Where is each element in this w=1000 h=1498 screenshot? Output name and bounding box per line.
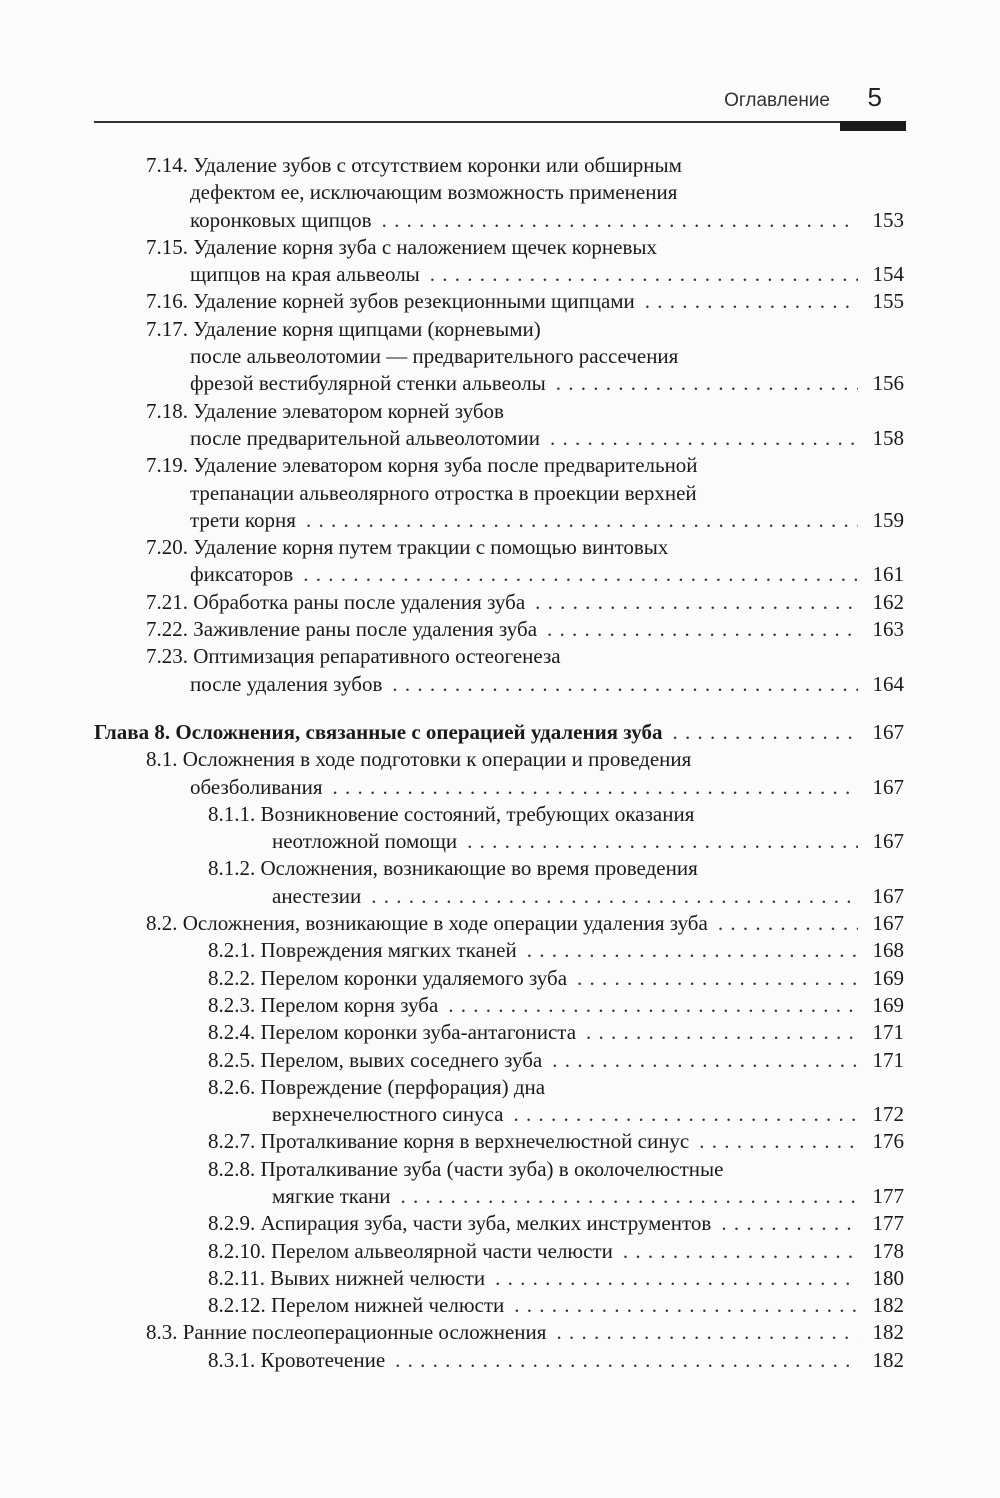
dot-leader: [495, 1265, 858, 1292]
entry-number: 8.2.5.: [208, 1047, 256, 1072]
entry-title: Удаление элеватором корней зубов: [193, 398, 504, 423]
entry-title: Удаление корня путем тракции с помощью винтовых: [193, 535, 669, 560]
toc-line: [94, 507, 904, 534]
dot-leader: [513, 1101, 858, 1128]
entry-title: щипцов на края альвеолы: [190, 262, 420, 287]
entry-text: [190, 370, 546, 397]
entry-page-number: 164: [872, 671, 904, 696]
entry-text: [146, 616, 537, 643]
toc-line: [94, 801, 904, 828]
toc-line: [94, 534, 904, 561]
subsection-entry: [94, 965, 904, 992]
toc-line: [94, 1319, 904, 1346]
entry-page-number: 167: [872, 911, 904, 936]
toc-line: [94, 1238, 904, 1265]
entry-number: 8.2.9.: [208, 1211, 256, 1236]
toc-line: [94, 965, 904, 992]
toc-line: [94, 207, 904, 234]
chapter-entry: [94, 719, 904, 746]
toc-line: [94, 937, 904, 964]
entry-page-number: 162: [872, 589, 904, 614]
entry-title: неотложной помощи: [272, 829, 458, 854]
entry-text: [146, 747, 691, 771]
dot-leader: [467, 828, 858, 855]
toc-line: [94, 1265, 904, 1292]
entry-title: Перелом корня зуба: [260, 992, 439, 1017]
entry-number: 8.2.11.: [208, 1265, 265, 1290]
dot-leader: [645, 288, 858, 315]
dot-leader: [586, 1019, 858, 1046]
entry-title: трети корня: [190, 507, 296, 532]
entry-title: коронковых щипцов: [190, 207, 372, 232]
entry-text: [208, 856, 698, 880]
toc-line: [94, 425, 904, 452]
entry-page-number: 177: [872, 1211, 904, 1236]
dot-leader: [550, 425, 858, 452]
entry-text: [190, 261, 420, 288]
entry-text: [208, 1128, 689, 1155]
dot-leader: [673, 719, 858, 746]
entry-page-number: 159: [872, 507, 904, 532]
entry-number: 8.1.2.: [208, 856, 256, 881]
toc-line: [94, 561, 904, 588]
entry-title: Кровотечение: [260, 1347, 386, 1372]
entry-title: Заживление раны после удаления зуба: [193, 617, 538, 642]
entry-title: Осложнения, связанные с операцией удаления зуба: [175, 719, 663, 744]
dot-leader: [430, 261, 858, 288]
entry-title: Перелом коронки удаляемого зуба: [260, 965, 568, 990]
entry-page-number: 182: [872, 1293, 904, 1318]
entry-title: Ранние послеоперационные осложнения: [182, 1320, 547, 1345]
toc-line: [94, 1347, 904, 1374]
entry-page-number: 161: [872, 562, 904, 587]
entry-text: [146, 153, 682, 177]
entry-text: [208, 992, 438, 1019]
entry-page-number: 167: [872, 883, 904, 908]
toc-line: [94, 261, 904, 288]
entry-number: 7.22.: [146, 617, 188, 642]
subsection-entry: [94, 1074, 904, 1129]
entry-text: [146, 453, 698, 477]
toc-line: [94, 1019, 904, 1046]
entry-text: [208, 1157, 723, 1181]
section-entry: [94, 452, 904, 534]
entry-number: 8.2.10.: [208, 1238, 266, 1263]
entry-text: [190, 507, 296, 534]
entry-title: Удаление корня щипцами (корневыми): [193, 316, 541, 341]
subsection-entry: [94, 1019, 904, 1046]
entry-number: 8.3.1.: [208, 1347, 256, 1372]
entry-page-number: 182: [872, 1320, 904, 1345]
entry-page-number: 182: [872, 1347, 904, 1372]
entry-page-number: 168: [872, 938, 904, 963]
section-title: Оглавление: [724, 90, 830, 111]
entry-page-number: 158: [872, 425, 904, 450]
entry-page-number: 178: [872, 1238, 904, 1263]
toc-line: [94, 480, 904, 507]
entry-text: [146, 317, 541, 341]
entry-title: Перелом, вывих соседнего зуба: [260, 1047, 543, 1072]
toc-line: [94, 452, 904, 479]
section-entry: [94, 316, 904, 398]
entry-number: 7.23.: [146, 644, 188, 669]
entry-title: мягкие ткани: [272, 1183, 391, 1208]
subsection-entry: [94, 801, 904, 856]
dot-leader: [623, 1238, 858, 1265]
entry-title: Удаление зубов с отсутствием коронки или обширным: [193, 153, 682, 177]
entry-title: Оптимизация репаративного остеогенеза: [193, 644, 561, 669]
section-entry: [94, 152, 904, 234]
entry-title: после альвеолотомии — предварительного рассечения: [190, 344, 679, 369]
toc-line: [94, 1210, 904, 1237]
toc-line: [94, 616, 904, 643]
toc-line: [94, 179, 904, 206]
entry-text: [208, 1075, 545, 1099]
entry-text: [208, 1019, 576, 1046]
table-of-contents: [94, 152, 904, 1374]
dot-leader: [306, 507, 858, 534]
entry-title: анестезии: [272, 883, 362, 908]
dot-leader: [721, 1210, 858, 1237]
section-entry: [94, 534, 904, 589]
entry-text: [208, 1210, 711, 1237]
entry-text: [190, 561, 293, 588]
entry-page-number: 176: [872, 1129, 904, 1154]
toc-line: [94, 855, 904, 882]
entry-number: 8.2.3.: [208, 992, 256, 1017]
entry-page-number: 171: [872, 1047, 904, 1072]
entry-text: [146, 589, 525, 616]
entry-number: 7.20.: [146, 535, 188, 560]
entry-title: верхнечелюстного синуса: [272, 1102, 504, 1127]
section-entry: [94, 589, 904, 616]
entry-title: Перелом альвеолярной части челюсти: [271, 1238, 613, 1263]
section-entry: [94, 746, 904, 801]
toc-line: [94, 992, 904, 1019]
running-header: [94, 84, 906, 124]
dot-leader: [448, 992, 858, 1019]
entry-text: [208, 1265, 485, 1292]
dot-leader: [577, 965, 858, 992]
header-rule: [94, 121, 906, 123]
subsection-entry: [94, 1047, 904, 1074]
entry-text: [190, 207, 372, 234]
toc-line: [94, 589, 904, 616]
entry-number: 7.19.: [146, 453, 188, 478]
entry-number: 8.2.1.: [208, 938, 256, 963]
entry-text: [146, 288, 635, 315]
entry-title: Удаление корней зубов резекционными щипцами: [193, 289, 635, 314]
entry-page-number: 177: [872, 1183, 904, 1208]
subsection-entry: [94, 855, 904, 910]
entry-text: [146, 1319, 546, 1346]
toc-line: [94, 1101, 904, 1128]
subsection-entry: [94, 1210, 904, 1237]
entry-page-number: 171: [872, 1020, 904, 1045]
dot-leader: [556, 1319, 858, 1346]
toc-line: [94, 1292, 904, 1319]
toc-line: [94, 910, 904, 937]
dot-leader: [371, 883, 858, 910]
entry-page-number: 167: [872, 829, 904, 854]
toc-line: [94, 398, 904, 425]
toc-line: [94, 234, 904, 261]
entry-number: 8.2.4.: [208, 1020, 256, 1045]
entry-text: [208, 937, 517, 964]
entry-title: обезболивания: [190, 774, 323, 799]
toc-line: [94, 288, 904, 315]
entry-number: 7.21.: [146, 589, 188, 614]
dot-leader: [400, 1183, 858, 1210]
entry-title: Удаление элеватором корня зуба после предварительной: [193, 453, 698, 478]
page-number: 5: [867, 82, 882, 112]
entry-text: [272, 828, 457, 855]
entry-text: [208, 802, 694, 826]
entry-title: Обработка раны после удаления зуба: [193, 589, 526, 614]
entry-page-number: 156: [872, 371, 904, 396]
entry-number: 8.2.12.: [208, 1293, 266, 1318]
entry-number: 8.2.: [146, 911, 178, 936]
entry-title: Аспирация зуба, части зуба, мелких инструментов: [260, 1211, 712, 1236]
toc-line: [94, 1074, 904, 1101]
entry-text: [190, 180, 677, 204]
entry-number: 8.2.2.: [208, 965, 256, 990]
entry-title: Осложнения в ходе подготовки к операции и проведения: [182, 747, 692, 772]
entry-page-number: 169: [872, 965, 904, 990]
entry-text: [272, 883, 361, 910]
entry-page-number: 163: [872, 617, 904, 642]
entry-number: 8.2.6.: [208, 1074, 256, 1099]
entry-text: [272, 1101, 503, 1128]
dot-leader: [514, 1292, 858, 1319]
dot-leader: [392, 671, 858, 698]
entry-number: 7.18.: [146, 398, 188, 423]
entry-number: 8.1.1.: [208, 801, 256, 826]
toc-line: [94, 828, 904, 855]
section-entry: [94, 234, 904, 289]
section-entry: [94, 398, 904, 453]
entry-title: Вывих нижней челюсти: [270, 1265, 486, 1290]
entry-text: [146, 235, 657, 259]
subsection-entry: [94, 1156, 904, 1211]
entry-title: Возникновение состояний, требующих оказания: [260, 801, 695, 826]
entry-page-number: 153: [872, 207, 904, 232]
entry-page-number: 169: [872, 992, 904, 1017]
toc-line: [94, 1156, 904, 1183]
entry-text: [190, 425, 540, 452]
entry-page-number: 172: [872, 1102, 904, 1127]
entry-title: после предварительной альвеолотомии: [190, 425, 540, 450]
entry-number: 7.15.: [146, 234, 188, 259]
entry-text: [272, 1183, 390, 1210]
dot-leader: [556, 370, 858, 397]
header-tab-marker: [840, 121, 906, 131]
entry-title: Проталкивание корня в верхнечелюстной синус: [260, 1129, 690, 1154]
toc-line: [94, 1047, 904, 1074]
entry-text: [208, 1047, 542, 1074]
entry-text: [208, 1347, 385, 1374]
entry-text: [146, 644, 561, 668]
section-entry: [94, 1319, 904, 1346]
entry-number: Глава 8.: [94, 719, 171, 744]
entry-text: [146, 399, 504, 423]
entry-title: фрезой вестибулярной стенки альвеолы: [190, 371, 546, 396]
entry-text: [208, 965, 567, 992]
toc-line: [94, 643, 904, 670]
entry-title: Осложнения, возникающие во время проведения: [260, 856, 698, 881]
entry-title: Повреждение (перфорация) дна: [260, 1074, 546, 1099]
subsection-entry: [94, 1265, 904, 1292]
dot-leader: [535, 589, 858, 616]
entry-number: 8.1.: [146, 747, 178, 772]
dot-leader: [395, 1347, 858, 1374]
entry-number: 8.2.7.: [208, 1129, 256, 1154]
entry-number: 7.17.: [146, 316, 188, 341]
entry-text: [146, 535, 668, 559]
entry-title: Осложнения, возникающие в ходе операции удаления зуба: [182, 911, 708, 936]
entry-title: фиксаторов: [190, 562, 294, 587]
entry-text: [190, 774, 323, 801]
entry-title: Проталкивание зуба (части зуба) в околочелюстные: [260, 1156, 724, 1181]
section-entry: [94, 288, 904, 315]
entry-page-number: 155: [872, 289, 904, 314]
dot-leader: [527, 937, 858, 964]
subsection-entry: [94, 1238, 904, 1265]
toc-line: [94, 343, 904, 370]
entry-number: 7.16.: [146, 289, 188, 314]
entry-number: 8.2.8.: [208, 1156, 256, 1181]
entry-text: [208, 1238, 613, 1265]
entry-page-number: 154: [872, 262, 904, 287]
entry-title: Удаление корня зуба с наложением щечек корневых: [193, 234, 658, 259]
toc-line: [94, 152, 904, 179]
subsection-entry: [94, 937, 904, 964]
entry-text: [190, 344, 678, 368]
entry-number: 7.14.: [146, 153, 188, 177]
entry-title: Перелом коронки зуба-антагониста: [260, 1020, 577, 1045]
toc-line: [94, 746, 904, 773]
entry-title: трепанации альвеолярного отростка в проекции верхней: [190, 480, 697, 505]
dot-leader: [382, 207, 858, 234]
entry-number: 8.3.: [146, 1320, 178, 1345]
section-entry: [94, 910, 904, 937]
dot-leader: [699, 1128, 858, 1155]
entry-text: [146, 910, 708, 937]
toc-line: [94, 316, 904, 343]
toc-line: [94, 719, 904, 746]
toc-line: [94, 370, 904, 397]
entry-title: Повреждения мягких тканей: [260, 938, 517, 963]
subsection-entry: [94, 1347, 904, 1374]
toc-line: [94, 774, 904, 801]
entry-title: дефектом ее, исключающим возможность применения: [190, 180, 678, 205]
entry-page-number: 167: [872, 774, 904, 799]
toc-line: [94, 883, 904, 910]
entry-text: [190, 671, 382, 698]
entry-text: [94, 719, 663, 746]
section-entry: [94, 616, 904, 643]
entry-title: после удаления зубов: [190, 671, 383, 696]
dot-leader: [333, 774, 858, 801]
subsection-entry: [94, 992, 904, 1019]
entry-page-number: 167: [872, 719, 904, 744]
subsection-entry: [94, 1128, 904, 1155]
entry-page-number: 180: [872, 1265, 904, 1290]
dot-leader: [547, 616, 858, 643]
toc-line: [94, 1128, 904, 1155]
entry-title: Перелом нижней челюсти: [271, 1293, 505, 1318]
toc-line: [94, 671, 904, 698]
section-entry: [94, 643, 904, 698]
dot-leader: [552, 1047, 858, 1074]
entry-text: [190, 481, 697, 505]
subsection-entry: [94, 1292, 904, 1319]
entry-text: [208, 1292, 504, 1319]
dot-leader: [718, 910, 858, 937]
toc-line: [94, 1183, 904, 1210]
dot-leader: [303, 561, 858, 588]
